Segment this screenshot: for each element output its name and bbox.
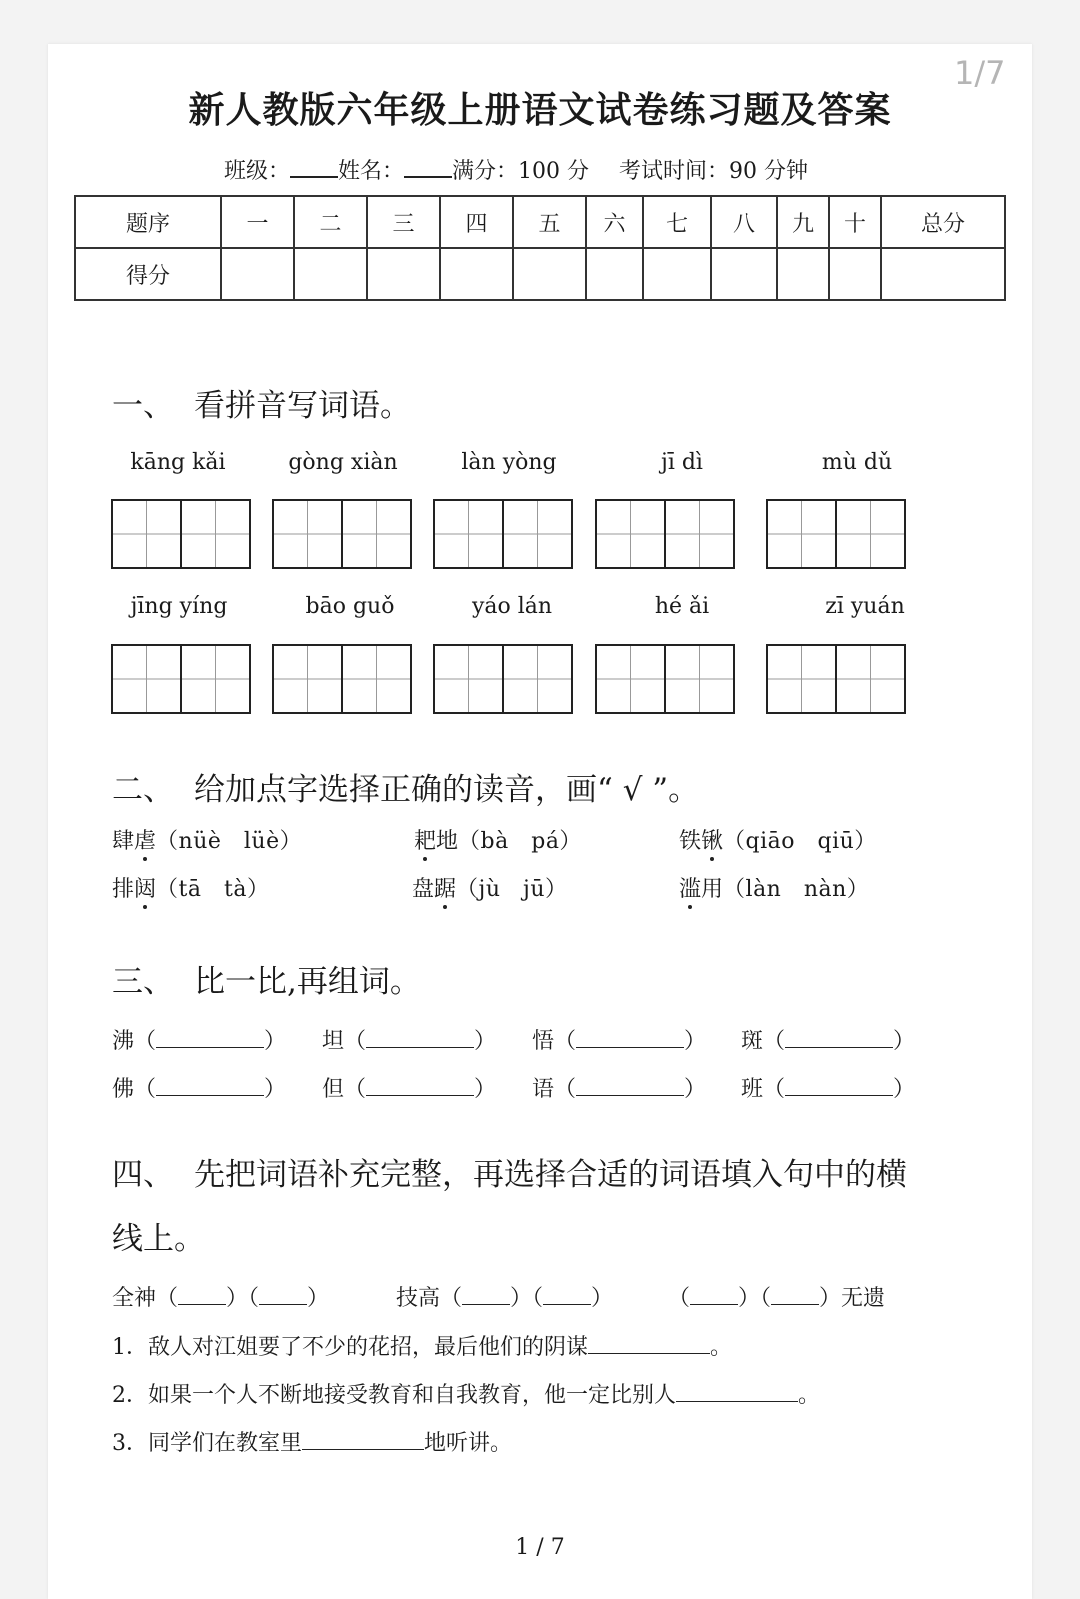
score-cell[interactable] bbox=[829, 248, 881, 300]
pinyin-label: hé ǎi bbox=[654, 594, 710, 619]
score-header-cell: 一 bbox=[221, 196, 294, 248]
score-cell[interactable] bbox=[777, 248, 829, 300]
compare-item[interactable]: 悟（ ） bbox=[532, 1029, 707, 1054]
pinyin-label: làn yòng bbox=[461, 450, 557, 475]
idiom-fill[interactable]: （ ）（ ）无遗 bbox=[668, 1286, 886, 1311]
score-cell[interactable] bbox=[711, 248, 777, 300]
page-title: 新人教版六年级上册语文试卷练习题及答案 bbox=[188, 89, 892, 131]
score-table-score-row bbox=[75, 248, 1005, 300]
name-label: 姓名： bbox=[338, 159, 405, 184]
class-label: 班级： bbox=[224, 159, 291, 184]
pinyin-label: gòng xiàn bbox=[288, 450, 398, 475]
compare-item[interactable]: 但（ ） bbox=[322, 1077, 497, 1102]
score-cell[interactable] bbox=[221, 248, 294, 300]
reading-item[interactable]: 滥用（làn nàn） bbox=[679, 872, 869, 903]
score-header-cell: 八 bbox=[711, 196, 777, 248]
sentence-item[interactable]: 3．同学们在教室里 地听讲。 bbox=[112, 1431, 513, 1456]
section1-title: 一、 看拼音写词语。 bbox=[112, 388, 411, 424]
pinyin-label: jī dì bbox=[661, 450, 703, 475]
page-indicator: 1/7 bbox=[954, 54, 1006, 92]
pinyin-label: jīng yíng bbox=[130, 594, 228, 619]
compare-item[interactable]: 语（ ） bbox=[532, 1077, 707, 1102]
sentence-item[interactable]: 1．敌人对江姐要了不少的花招，最后他们的阴谋 。 bbox=[112, 1335, 733, 1360]
writing-box[interactable] bbox=[272, 644, 412, 714]
score-header-cell: 五 bbox=[513, 196, 586, 248]
reading-item[interactable]: 盘踞（jù jū） bbox=[412, 872, 568, 903]
reading-item[interactable]: 铁锹（qiāo qiū） bbox=[679, 824, 877, 855]
full-score: 满分：100 分 bbox=[452, 159, 590, 184]
reading-item[interactable]: 肆虐（nüè lüè） bbox=[112, 824, 302, 855]
reading-item[interactable]: 耙地（bà pá） bbox=[414, 824, 582, 855]
score-header-cell: 四 bbox=[440, 196, 513, 248]
name-blank bbox=[404, 158, 452, 178]
section2-title: 二、 给加点字选择正确的读音，画“ √ ”。 bbox=[112, 772, 700, 808]
compare-item[interactable]: 佛（ ） bbox=[112, 1077, 287, 1102]
pinyin-label: bāo guǒ bbox=[305, 594, 395, 619]
score-table-header-row bbox=[75, 196, 1005, 248]
score-header-cell: 九 bbox=[777, 196, 829, 248]
score-cell[interactable] bbox=[881, 248, 1005, 300]
writing-box[interactable] bbox=[595, 644, 735, 714]
compare-item[interactable]: 斑（ ） bbox=[741, 1029, 916, 1054]
exam-time: 考试时间：90 分钟 bbox=[619, 159, 809, 184]
sentence-item[interactable]: 2．如果一个人不断地接受教育和自我教育，他一定比别人 。 bbox=[112, 1383, 821, 1408]
class-blank bbox=[290, 158, 338, 178]
writing-box[interactable] bbox=[433, 644, 573, 714]
score-cell[interactable] bbox=[367, 248, 440, 300]
reading-item[interactable]: 排闼（tā tà） bbox=[112, 872, 269, 903]
pinyin-label: zī yuán bbox=[825, 594, 905, 619]
pinyin-label: kāng kǎi bbox=[130, 450, 226, 475]
score-cell[interactable] bbox=[294, 248, 367, 300]
pinyin-label: yáo lán bbox=[471, 594, 553, 619]
writing-box[interactable] bbox=[111, 499, 251, 569]
compare-item[interactable]: 沸（ ） bbox=[112, 1029, 287, 1054]
page-footer: 1 / 7 bbox=[515, 1535, 565, 1560]
score-header-cell: 七 bbox=[643, 196, 711, 248]
writing-box[interactable] bbox=[595, 499, 735, 569]
pinyin-label: mù dǔ bbox=[821, 450, 893, 475]
idiom-fill[interactable]: 技高（ ）（ ） bbox=[396, 1286, 614, 1311]
score-header-cell: 十 bbox=[829, 196, 881, 248]
score-table bbox=[74, 195, 1006, 301]
score-header-cell: 六 bbox=[586, 196, 643, 248]
writing-box[interactable] bbox=[766, 499, 906, 569]
score-header-cell: 总分 bbox=[881, 196, 1005, 248]
section4-title-cont: 线上。 bbox=[112, 1221, 205, 1257]
writing-box[interactable] bbox=[766, 644, 906, 714]
writing-box[interactable] bbox=[433, 499, 573, 569]
compare-item[interactable]: 班（ ） bbox=[741, 1077, 916, 1102]
section4-title: 四、 先把词语补充完整，再选择合适的词语填入句中的横 bbox=[112, 1157, 907, 1193]
idiom-fill[interactable]: 全神（ ）（ ） bbox=[112, 1286, 330, 1311]
score-row-label: 得分 bbox=[75, 248, 221, 300]
score-cell[interactable] bbox=[586, 248, 643, 300]
score-cell[interactable] bbox=[440, 248, 513, 300]
exam-info bbox=[224, 154, 808, 185]
score-header-cell: 三 bbox=[367, 196, 440, 248]
score-cell[interactable] bbox=[513, 248, 586, 300]
section3-title: 三、 比一比,再组词。 bbox=[112, 964, 421, 1000]
score-header-cell: 题序 bbox=[75, 196, 221, 248]
score-cell[interactable] bbox=[643, 248, 711, 300]
compare-item[interactable]: 坦（ ） bbox=[322, 1029, 497, 1054]
writing-box[interactable] bbox=[272, 499, 412, 569]
score-header-cell: 二 bbox=[294, 196, 367, 248]
writing-box[interactable] bbox=[111, 644, 251, 714]
